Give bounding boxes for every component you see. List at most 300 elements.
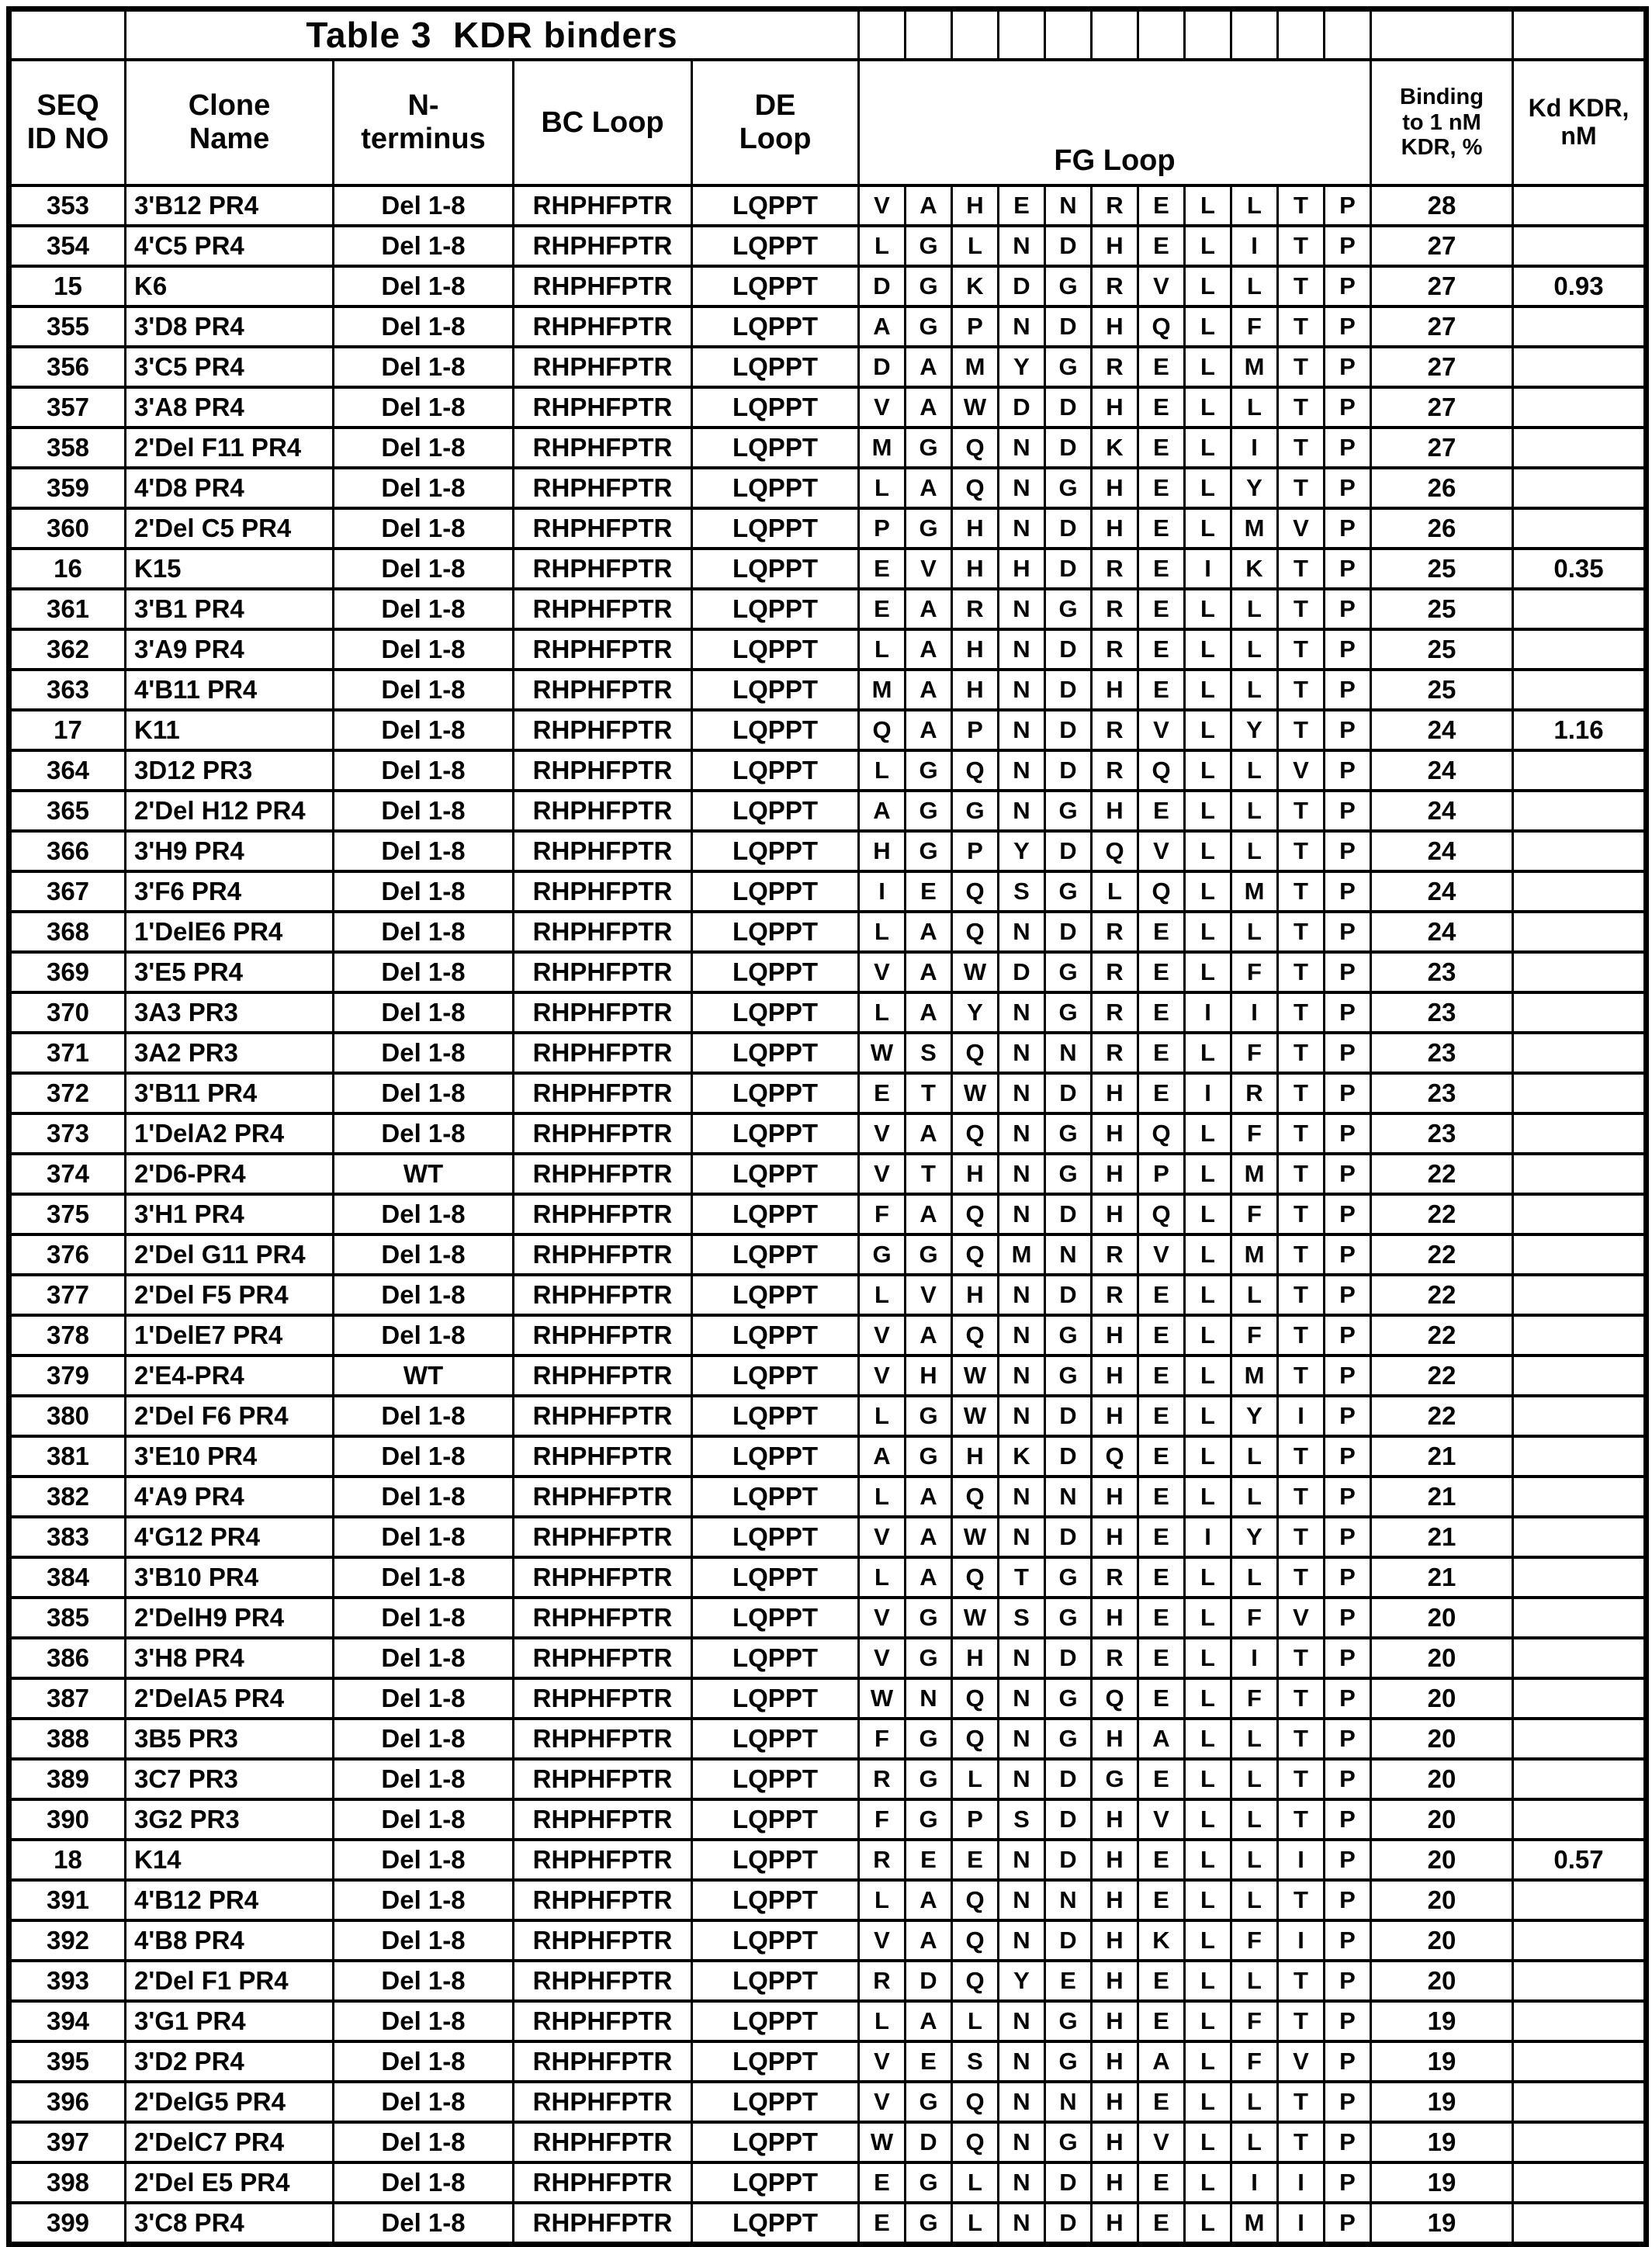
cell-binding-percent: 19 [1371,2162,1513,2203]
cell-bc-loop: RHPHFPTR [514,266,692,306]
cell-clone-name: 3'D2 PR4 [126,2041,334,2082]
cell-fg-residue: G [1045,1154,1092,1194]
cell-fg-residue: G [1045,1315,1092,1355]
table-row [9,1598,1647,1638]
cell-fg-residue: D [1045,1396,1092,1436]
cell-fg-residue: W [859,2122,906,2162]
cell-de-loop: LQPPT [692,992,859,1033]
cell-binding-percent: 26 [1371,468,1513,508]
cell-binding-percent: 19 [1371,2001,1513,2041]
cell-seq-id: 353 [9,185,126,226]
header-clone-name: Clone Name [126,60,334,185]
cell-kd-nm [1513,2203,1647,2245]
cell-fg-residue: N [999,1678,1045,1719]
cell-fg-residue: H [1092,1477,1138,1517]
cell-bc-loop: RHPHFPTR [514,1477,692,1517]
cell-bc-loop: RHPHFPTR [514,992,692,1033]
cell-fg-residue: G [1045,1598,1092,1638]
cell-fg-residue: V [1138,1234,1185,1275]
cell-kd-nm [1513,1234,1647,1275]
cell-fg-residue: T [1278,1719,1325,1759]
cell-seq-id: 389 [9,1759,126,1799]
cell-kd-nm [1513,508,1647,549]
table-row [9,1799,1647,1840]
cell-fg-residue: M [1231,347,1278,387]
cell-n-terminus: Del 1-8 [334,549,514,589]
cell-binding-percent: 22 [1371,1396,1513,1436]
cell-fg-residue: G [1045,2122,1092,2162]
cell-fg-residue: R [1092,549,1138,589]
cell-fg-residue: W [952,952,999,992]
table-row [9,1194,1647,1234]
cell-fg-residue: I [1278,1840,1325,1880]
cell-kd-nm [1513,468,1647,508]
cell-de-loop: LQPPT [692,1517,859,1557]
cell-fg-residue: G [1045,2001,1092,2041]
cell-seq-id: 386 [9,1638,126,1678]
cell-binding-percent: 19 [1371,2082,1513,2122]
cell-fg-residue: T [1278,2001,1325,2041]
cell-seq-id: 15 [9,266,126,306]
cell-fg-residue: L [1185,1436,1231,1477]
cell-fg-residue: G [1045,1113,1092,1154]
cell-fg-residue: Q [1092,1678,1138,1719]
cell-n-terminus: Del 1-8 [334,1880,514,1920]
cell-fg-residue: D [1045,1194,1092,1234]
cell-fg-residue: A [906,670,952,710]
cell-fg-residue: G [1045,2041,1092,2082]
title-row-empty-fg-cell [859,9,906,61]
cell-binding-percent: 20 [1371,1759,1513,1799]
cell-fg-residue: A [906,1880,952,1920]
cell-fg-residue: V [1138,831,1185,871]
cell-clone-name: 3'C5 PR4 [126,347,334,387]
cell-fg-residue: N [999,1355,1045,1396]
cell-fg-residue: L [1185,2001,1231,2041]
cell-fg-residue: L [952,2001,999,2041]
title-row-empty-fg-cell [1045,9,1092,61]
cell-binding-percent: 20 [1371,1638,1513,1678]
cell-fg-residue: M [952,347,999,387]
cell-fg-residue: P [1325,1678,1371,1719]
table-row [9,1234,1647,1275]
cell-de-loop: LQPPT [692,2162,859,2203]
cell-fg-residue: E [1138,1033,1185,1073]
cell-fg-residue: L [859,912,906,952]
cell-fg-residue: M [1231,1234,1278,1275]
cell-fg-residue: D [1045,831,1092,871]
cell-fg-residue: R [1231,1073,1278,1113]
cell-binding-percent: 21 [1371,1557,1513,1598]
cell-fg-residue: H [952,1638,999,1678]
cell-fg-residue: E [906,871,952,912]
cell-fg-residue: H [1092,2041,1138,2082]
cell-fg-residue: E [1138,1557,1185,1598]
cell-de-loop: LQPPT [692,629,859,670]
cell-clone-name: 3'G1 PR4 [126,2001,334,2041]
cell-fg-residue: K [1138,1920,1185,1961]
cell-fg-residue: L [859,1557,906,1598]
cell-fg-residue: L [1185,831,1231,871]
cell-binding-percent: 22 [1371,1194,1513,1234]
cell-fg-residue: M [1231,2203,1278,2245]
cell-fg-residue: P [1325,2203,1371,2245]
cell-clone-name: 3D12 PR3 [126,750,334,791]
cell-fg-residue: N [999,1073,1045,1113]
cell-fg-residue: P [1325,468,1371,508]
cell-fg-residue: L [1185,347,1231,387]
cell-fg-residue: T [1278,629,1325,670]
cell-fg-residue: D [1045,226,1092,266]
cell-fg-residue: P [1325,508,1371,549]
cell-fg-residue: P [1325,347,1371,387]
cell-fg-residue: G [1045,1678,1092,1719]
cell-kd-nm [1513,1073,1647,1113]
cell-fg-residue: N [999,1154,1045,1194]
cell-n-terminus: Del 1-8 [334,1234,514,1275]
table-row [9,992,1647,1033]
cell-fg-residue: L [1231,629,1278,670]
cell-fg-residue: R [952,589,999,629]
cell-fg-residue: L [859,226,906,266]
cell-clone-name: 2'Del G11 PR4 [126,1234,334,1275]
cell-fg-residue: Q [952,1557,999,1598]
table-body [9,185,1647,2245]
cell-fg-residue: L [1185,1234,1231,1275]
cell-fg-residue: P [1325,2041,1371,2082]
cell-fg-residue: P [1325,185,1371,226]
cell-fg-residue: H [1092,1920,1138,1961]
cell-fg-residue: K [999,1436,1045,1477]
cell-n-terminus: Del 1-8 [334,1315,514,1355]
cell-clone-name: 4'B11 PR4 [126,670,334,710]
table-row [9,1557,1647,1598]
cell-fg-residue: E [1138,226,1185,266]
cell-kd-nm [1513,992,1647,1033]
cell-fg-residue: L [859,1477,906,1517]
cell-fg-residue: E [1138,952,1185,992]
cell-fg-residue: H [1092,306,1138,347]
cell-fg-residue: N [999,2001,1045,2041]
cell-fg-residue: P [1325,1234,1371,1275]
cell-fg-residue: L [1185,912,1231,952]
cell-fg-residue: N [999,992,1045,1033]
cell-bc-loop: RHPHFPTR [514,1436,692,1477]
cell-fg-residue: P [1325,306,1371,347]
cell-fg-residue: D [1045,387,1092,428]
cell-de-loop: LQPPT [692,1477,859,1517]
title-row-empty-fg-cell [952,9,999,61]
cell-bc-loop: RHPHFPTR [514,629,692,670]
cell-fg-residue: V [859,952,906,992]
cell-fg-residue: P [859,508,906,549]
cell-fg-residue: G [1045,266,1092,306]
cell-seq-id: 382 [9,1477,126,1517]
cell-fg-residue: Q [952,750,999,791]
cell-kd-nm [1513,2082,1647,2122]
cell-clone-name: 2'DelH9 PR4 [126,1598,334,1638]
table-row [9,1477,1647,1517]
cell-binding-percent: 20 [1371,1598,1513,1638]
cell-fg-residue: T [1278,912,1325,952]
cell-fg-residue: A [859,791,906,831]
cell-fg-residue: W [952,1073,999,1113]
cell-fg-residue: I [1231,992,1278,1033]
cell-fg-residue: F [1231,306,1278,347]
cell-fg-residue: P [1325,1638,1371,1678]
cell-clone-name: 3G2 PR3 [126,1799,334,1840]
table-row [9,347,1647,387]
cell-fg-residue: E [1138,2203,1185,2245]
cell-fg-residue: V [1138,1799,1185,1840]
cell-n-terminus: Del 1-8 [334,952,514,992]
cell-fg-residue: P [1325,710,1371,750]
cell-seq-id: 368 [9,912,126,952]
cell-fg-residue: Q [952,2122,999,2162]
table-row [9,1073,1647,1113]
cell-n-terminus: Del 1-8 [334,912,514,952]
cell-fg-residue: G [906,306,952,347]
cell-fg-residue: D [1045,1638,1092,1678]
title-row-empty-fg-cell [1092,9,1138,61]
cell-kd-nm [1513,1880,1647,1920]
cell-fg-residue: T [1278,1638,1325,1678]
cell-fg-residue: G [906,831,952,871]
cell-de-loop: LQPPT [692,1759,859,1799]
cell-bc-loop: RHPHFPTR [514,1033,692,1073]
cell-fg-residue: P [1325,1598,1371,1638]
cell-fg-residue: Y [952,992,999,1033]
cell-binding-percent: 27 [1371,306,1513,347]
cell-fg-residue: G [906,2162,952,2203]
cell-kd-nm [1513,1557,1647,1598]
cell-kd-nm [1513,589,1647,629]
cell-fg-residue: H [1092,1194,1138,1234]
cell-fg-residue: P [1325,791,1371,831]
cell-fg-residue: A [906,710,952,750]
cell-fg-residue: T [1278,1557,1325,1598]
cell-fg-residue: G [1045,468,1092,508]
cell-kd-nm [1513,871,1647,912]
cell-clone-name: 2'Del F1 PR4 [126,1961,334,2001]
cell-n-terminus: Del 1-8 [334,1194,514,1234]
cell-fg-residue: L [1231,387,1278,428]
table-row [9,1920,1647,1961]
cell-fg-residue: L [1231,2082,1278,2122]
cell-fg-residue: V [859,1638,906,1678]
cell-kd-nm [1513,1678,1647,1719]
cell-fg-residue: D [1045,1275,1092,1315]
cell-fg-residue: G [1045,992,1092,1033]
cell-fg-residue: L [1231,831,1278,871]
cell-clone-name: 3C7 PR3 [126,1759,334,1799]
cell-fg-residue: D [1045,2203,1092,2245]
cell-fg-residue: L [1185,670,1231,710]
cell-fg-residue: T [1278,1517,1325,1557]
cell-n-terminus: Del 1-8 [334,1598,514,1638]
cell-n-terminus: Del 1-8 [334,1477,514,1517]
cell-fg-residue: R [859,1840,906,1880]
cell-fg-residue: A [1138,2041,1185,2082]
cell-fg-residue: L [1231,1840,1278,1880]
cell-kd-nm [1513,226,1647,266]
cell-binding-percent: 20 [1371,1920,1513,1961]
cell-n-terminus: Del 1-8 [334,1033,514,1073]
cell-de-loop: LQPPT [692,831,859,871]
cell-seq-id: 367 [9,871,126,912]
table-row [9,952,1647,992]
cell-fg-residue: D [999,387,1045,428]
cell-fg-residue: I [1278,1396,1325,1436]
cell-de-loop: LQPPT [692,468,859,508]
cell-fg-residue: Q [952,468,999,508]
cell-fg-residue: R [1092,992,1138,1033]
cell-fg-residue: I [1231,2162,1278,2203]
cell-fg-residue: P [1325,871,1371,912]
cell-fg-residue: L [1185,508,1231,549]
cell-clone-name: 2'Del F5 PR4 [126,1275,334,1315]
cell-fg-residue: A [906,629,952,670]
cell-fg-residue: E [1138,1315,1185,1355]
cell-bc-loop: RHPHFPTR [514,306,692,347]
cell-fg-residue: N [999,1880,1045,1920]
cell-fg-residue: H [1092,1154,1138,1194]
cell-clone-name: 3'H8 PR4 [126,1638,334,1678]
cell-kd-nm [1513,1315,1647,1355]
cell-fg-residue: A [906,589,952,629]
cell-fg-residue: P [1325,831,1371,871]
cell-fg-residue: I [1278,1920,1325,1961]
cell-fg-residue: E [1138,468,1185,508]
cell-n-terminus: WT [334,1355,514,1396]
cell-fg-residue: E [1138,1678,1185,1719]
cell-fg-residue: I [1185,1073,1231,1113]
cell-bc-loop: RHPHFPTR [514,750,692,791]
cell-n-terminus: Del 1-8 [334,871,514,912]
cell-fg-residue: N [999,306,1045,347]
cell-fg-residue: L [1185,1355,1231,1396]
cell-de-loop: LQPPT [692,1154,859,1194]
cell-fg-residue: H [1092,468,1138,508]
cell-fg-residue: P [1325,750,1371,791]
cell-n-terminus: Del 1-8 [334,831,514,871]
cell-fg-residue: V [859,1920,906,1961]
title-row-empty-fg-cell [999,9,1045,61]
cell-clone-name: 3'C8 PR4 [126,2203,334,2245]
cell-kd-nm [1513,1598,1647,1638]
table-row [9,1315,1647,1355]
cell-fg-residue: L [859,992,906,1033]
cell-fg-residue: E [1138,387,1185,428]
cell-de-loop: LQPPT [692,1598,859,1638]
cell-fg-residue: I [1185,992,1231,1033]
cell-fg-residue: A [906,992,952,1033]
cell-fg-residue: D [1045,670,1092,710]
cell-fg-residue: G [906,1436,952,1477]
cell-binding-percent: 26 [1371,508,1513,549]
cell-fg-residue: G [906,2082,952,2122]
cell-bc-loop: RHPHFPTR [514,185,692,226]
cell-fg-residue: T [1278,2082,1325,2122]
cell-kd-nm [1513,1477,1647,1517]
cell-fg-residue: D [1045,1920,1092,1961]
cell-seq-id: 373 [9,1113,126,1154]
cell-fg-residue: T [906,1154,952,1194]
title-row-empty-fg-cell [1278,9,1325,61]
cell-kd-nm [1513,1799,1647,1840]
cell-binding-percent: 21 [1371,1477,1513,1517]
cell-kd-nm [1513,1517,1647,1557]
cell-fg-residue: G [1045,791,1092,831]
cell-fg-residue: Q [1138,306,1185,347]
cell-clone-name: 2'Del C5 PR4 [126,508,334,549]
cell-fg-residue: L [1185,589,1231,629]
table-row [9,2082,1647,2122]
cell-clone-name: 4'G12 PR4 [126,1517,334,1557]
cell-seq-id: 18 [9,1840,126,1880]
cell-fg-residue: P [1325,266,1371,306]
cell-fg-residue: Q [952,871,999,912]
cell-binding-percent: 20 [1371,1678,1513,1719]
cell-fg-residue: N [999,750,1045,791]
cell-n-terminus: Del 1-8 [334,428,514,468]
cell-n-terminus: Del 1-8 [334,306,514,347]
cell-fg-residue: L [1185,2082,1231,2122]
cell-bc-loop: RHPHFPTR [514,1113,692,1154]
cell-fg-residue: L [1185,387,1231,428]
cell-fg-residue: P [1325,2122,1371,2162]
cell-fg-residue: H [952,1436,999,1477]
cell-de-loop: LQPPT [692,1880,859,1920]
cell-bc-loop: RHPHFPTR [514,428,692,468]
cell-fg-residue: Q [952,1113,999,1154]
cell-seq-id: 356 [9,347,126,387]
cell-fg-residue: Q [952,1033,999,1073]
cell-fg-residue: H [1092,508,1138,549]
cell-bc-loop: RHPHFPTR [514,1234,692,1275]
cell-fg-residue: E [859,549,906,589]
cell-n-terminus: Del 1-8 [334,266,514,306]
cell-fg-residue: T [1278,1073,1325,1113]
cell-fg-residue: P [1325,952,1371,992]
cell-bc-loop: RHPHFPTR [514,710,692,750]
cell-bc-loop: RHPHFPTR [514,1396,692,1436]
cell-fg-residue: E [1138,508,1185,549]
cell-fg-residue: G [1045,347,1092,387]
cell-binding-percent: 20 [1371,1799,1513,1840]
title-row-empty-fg-cell [906,9,952,61]
cell-binding-percent: 24 [1371,750,1513,791]
cell-kd-nm: 1.16 [1513,710,1647,750]
cell-fg-residue: L [859,1275,906,1315]
cell-fg-residue: Q [952,428,999,468]
cell-kd-nm [1513,387,1647,428]
cell-binding-percent: 23 [1371,1073,1513,1113]
cell-fg-residue: N [1045,1234,1092,1275]
cell-seq-id: 375 [9,1194,126,1234]
table-row [9,670,1647,710]
table-row [9,266,1647,306]
cell-kd-nm [1513,1638,1647,1678]
cell-fg-residue: P [1325,670,1371,710]
cell-fg-residue: P [1325,226,1371,266]
cell-n-terminus: Del 1-8 [334,710,514,750]
cell-fg-residue: E [1138,629,1185,670]
cell-n-terminus: Del 1-8 [334,589,514,629]
cell-fg-residue: G [906,2203,952,2245]
cell-bc-loop: RHPHFPTR [514,1154,692,1194]
cell-seq-id: 397 [9,2122,126,2162]
